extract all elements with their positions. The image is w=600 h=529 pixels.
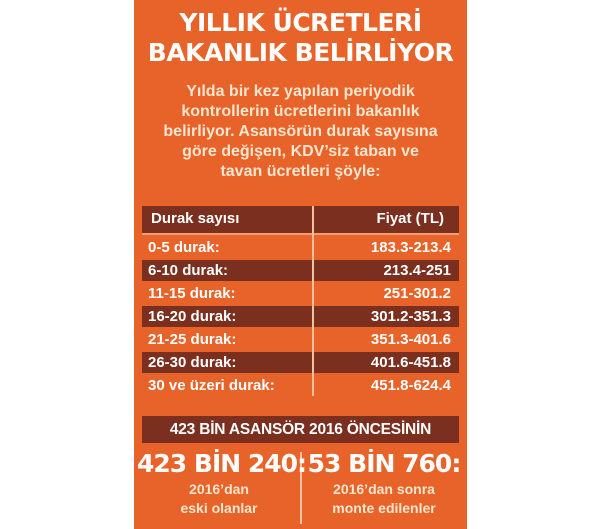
title-line: BAKANLIK BELİRLİYOR [147,38,454,67]
stats-area [134,449,467,529]
table-row [142,283,459,304]
stat-caption-line: 2016’dan [189,481,249,497]
intro-line: Yılda bir kez yapılan periyodik [186,83,415,100]
table-row [142,306,459,327]
price-cell: 451.8-624.4 [370,377,451,394]
infographic-title [134,8,467,68]
intro-line: tavan ücretleri şöyle: [220,163,381,180]
section-banner [142,416,459,443]
price-cell: 301.2-351.3 [370,308,451,325]
header-price: Fiyat (TL) [376,210,444,227]
column-divider [312,206,314,396]
stop-count-cell: 6-10 durak: [148,262,229,279]
stop-count-cell: 30 ve üzeri durak: [148,377,275,394]
price-cell: 401.6-451.8 [370,354,451,371]
intro-line: belirliyor. Asansörün durak sayısına [163,123,438,140]
stat-value: 423 BİN 240: [137,449,307,478]
intro-line: kontrollerin ücretlerini bakanlık [181,103,420,120]
stat-value: 53 BİN 760: [307,449,461,478]
table-row [142,237,459,258]
infographic-card [134,0,467,529]
stat-caption-line: eski olanlar [180,500,258,516]
header-stop-count: Durak sayısı [151,210,240,227]
stat-caption-line: monte edilenler [332,500,436,516]
section-title: 423 BİN ASANSÖR 2016 ÖNCESİNİN [169,421,432,438]
table-row [142,375,459,396]
table-header [142,206,459,235]
table-row [142,329,459,350]
table-row [142,352,459,373]
price-cell: 351.3-401.6 [370,331,451,348]
price-table [142,206,459,396]
price-cell: 213.4-251 [383,262,451,279]
title-line: YILLIK ÜCRETLERİ [179,8,422,37]
stop-count-cell: 0-5 durak: [148,239,220,256]
price-cell: 183.3-213.4 [370,239,451,256]
stat-caption-line: 2016’dan sonra [333,481,435,497]
intro-paragraph [142,82,459,182]
stat-after-2016 [302,449,466,517]
stop-count-cell: 16-20 durak: [148,308,237,325]
price-cell: 251-301.2 [383,285,451,302]
stop-count-cell: 11-15 durak: [148,285,236,302]
stop-count-cell: 26-30 durak: [148,354,237,371]
intro-line: göre değişen, KDV’siz taban ve [182,143,419,160]
table-row [142,260,459,281]
stop-count-cell: 21-25 durak: [148,331,237,348]
stat-before-2016 [137,449,307,517]
